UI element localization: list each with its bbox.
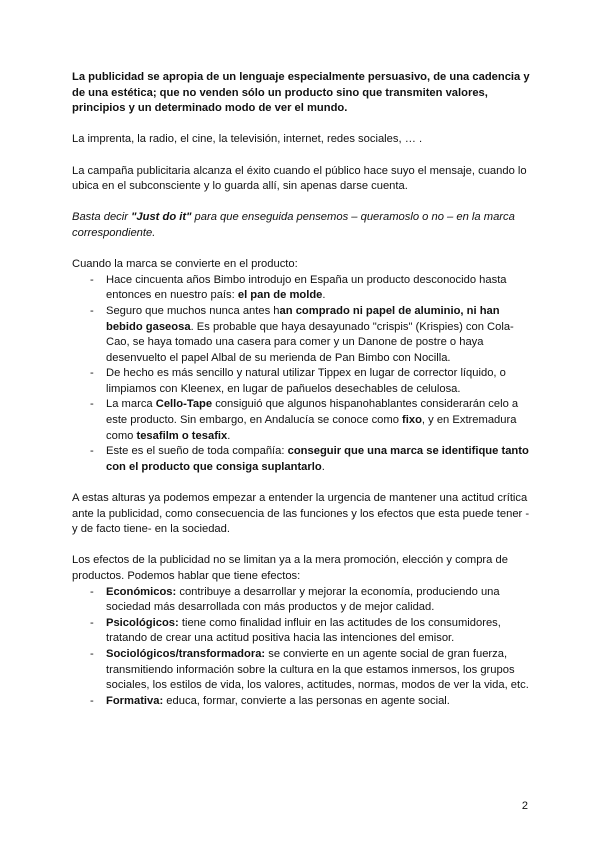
critical-paragraph: A estas alturas ya podemos empezar a entender la urgencia de mantener una actitud crítica ante la publicidad, como consecuencia de las funciones y los efectos que esta puede tener -y de facto tiene- en la sociedad. — [72, 492, 530, 536]
document-page — [72, 70, 530, 709]
list-item: - De hecho es más sencillo y natural utilizar Tippex en lugar de corrector líquido, o limpiamos con Kleenex, en lugar de pañuelos desechables de celulosa. — [72, 366, 530, 397]
list-item: - Formativa: educa, formar, convierte a las personas en agente social. — [72, 694, 530, 710]
just-do-it-paragraph — [72, 210, 530, 241]
list-item: - Seguro que muchos nunca antes han comprado ni papel de aluminio, ni han bebido gaseosa. Es probable que haya desayunado "crispis" (Krispies) con Cola-Cao, se haya tomado una casera para comer y un Danone de postre o haya desenvuelto el papel Albal de su merienda de Pan Bimbo con Nocilla. — [72, 304, 530, 366]
list-item: - Psicológicos: tiene como finalidad influir en las actitudes de los consumidores, tratando de crear una actitud positiva hacia las intenciones del emisor. — [72, 616, 530, 647]
brand-intro: Cuando la marca se convierte en el producto: — [72, 258, 298, 271]
page-number: 2 — [521, 800, 528, 812]
campaign-paragraph: La campaña publicitaria alcanza el éxito cuando el público hace suyo el mensaje, cuando lo ubica en el subconsciente y lo guarda allí, sin apenas darse cuenta. — [72, 164, 527, 193]
brand-list — [72, 273, 530, 476]
list-item: - Este es el sueño de toda compañía: conseguir que una marca se identifique tanto con el producto que consiga suplantarlo. — [72, 444, 530, 475]
list-item: - La marca Cello-Tape consiguió que algunos hispanohablantes considerarán celo a este producto. Sin embargo, en Andalucía se conoce como fixo, y en Extremadura como tesafilm o tesafix. — [72, 397, 530, 444]
just-do-it-post: para que enseguida pensemos – queramoslo o no – en la marca correspondiente. — [72, 211, 515, 239]
list-item: - Económicos: contribuye a desarrollar y mejorar la economía, produciendo una sociedad más desarrollada con más productos y de mejor calidad. — [72, 585, 530, 616]
list-item: - Hace cincuenta años Bimbo introdujo en España un producto desconocido hasta entonces en nuestro país: el pan de molde. — [72, 273, 530, 304]
effects-list — [72, 585, 530, 710]
just-do-it-quote: "Just do it" — [131, 211, 192, 224]
effects-intro: Los efectos de la publicidad no se limitan ya a la mera promoción, elección y compra de productos. Podemos hablar que tiene efectos: — [72, 554, 508, 582]
list-item: - Sociológicos/transformadora: se convierte en un agente social de gran fuerza, transmitiendo información sobre la cultura en la que estamos inmersos, los grupos sociales, los estilos de vida, los valores, actitudes, normas, modos de ver la vida, etc. — [72, 647, 530, 694]
just-do-it-pre: Basta decir — [72, 211, 132, 224]
media-paragraph: La imprenta, la radio, el cine, la televisión, internet, redes sociales, … . — [72, 133, 423, 146]
intro-paragraph: La publicidad se apropia de un lenguaje especialmente persuasivo, de una cadencia y de una estética; que no venden sólo un producto sino que transmiten valores, principios y un determinado modo de ver el mundo. — [72, 71, 530, 115]
